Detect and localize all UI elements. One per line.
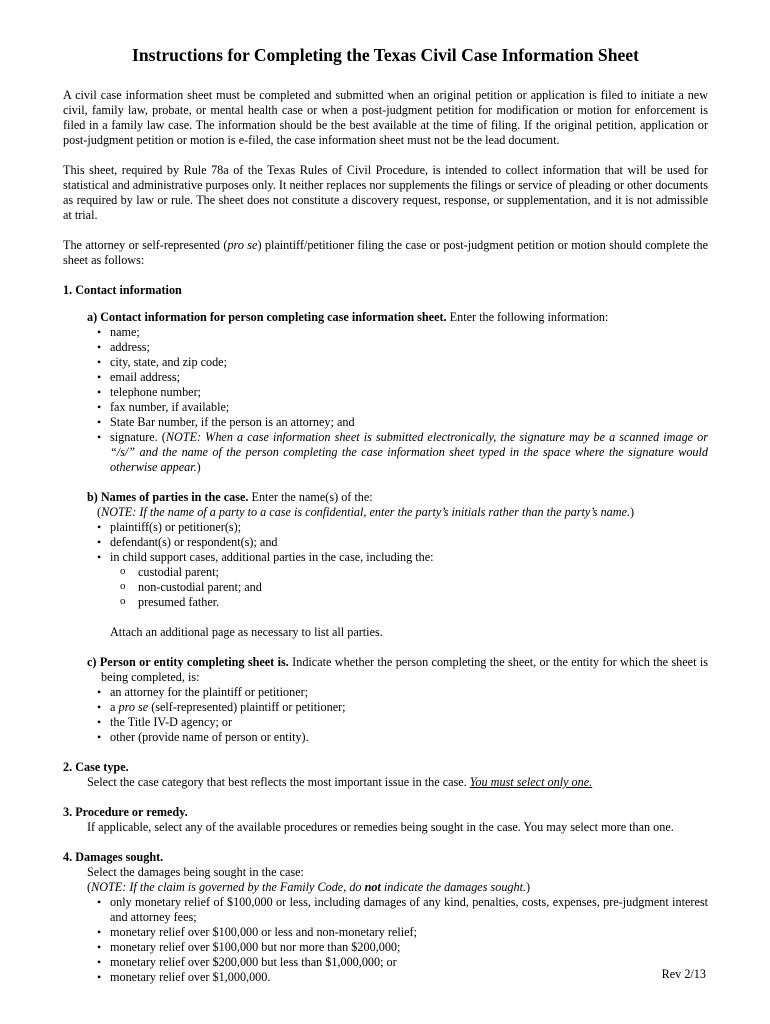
completer-list	[63, 685, 708, 745]
section-1-heading: 1. Contact information	[63, 283, 182, 297]
signature-note: NOTE: When a case information sheet is submitted electronically, the signature may be a scanned image or “/s/” and the name of the person completing the case information sheet typed in the space where the signature would otherwise appear.	[110, 430, 708, 474]
attach-page-note: Attach an additional page as necessary to list all parties.	[110, 625, 383, 639]
section-contact-information	[63, 283, 708, 745]
list-item: • name;	[110, 325, 708, 340]
subsection-b-text: Enter the name(s) of the:	[248, 490, 373, 504]
not-emphasis: not	[364, 880, 381, 894]
subsection-b-note	[87, 505, 708, 520]
revision-label: Rev 2/13	[661, 967, 706, 981]
damages-list	[63, 895, 708, 985]
section-2-text: Select the case category that best reflects the most important issue in the case.	[87, 775, 470, 789]
pro-se-term: pro se	[227, 238, 258, 252]
list-item: • an attorney for the plaintiff or petitioner;	[110, 685, 708, 700]
list-item: • only monetary relief of $100,000 or less, including damages of any kind, penalties, costs, expenses, pre-judgment interest and attorney fees;	[110, 895, 708, 925]
family-code-note: NOTE: If the claim is governed by the Family Code, do	[91, 880, 365, 894]
list-item: • defendant(s) or respondent(s); and	[110, 535, 708, 550]
list-item: • telephone number;	[110, 385, 708, 400]
section-case-type	[63, 760, 708, 790]
list-item-text: a	[110, 700, 119, 714]
pro-se-term: pro se	[118, 700, 149, 714]
subsection-c-text: Indicate whether the person completing the sheet, or the entity for which the sheet is being completed, is:	[101, 655, 708, 684]
list-item: • the Title IV-D agency; or	[110, 715, 708, 730]
party-name-note: NOTE: If the name of a party to a case is confidential, enter the party’s initials rather than the party’s name.	[101, 505, 631, 519]
subsection-a-heading: a) Contact information for person completing case information sheet.	[87, 310, 447, 324]
list-item: o custodial parent;	[138, 565, 708, 580]
list-item: • State Bar number, if the person is an attorney; and	[110, 415, 708, 430]
list-item: o presumed father.	[138, 595, 708, 610]
list-item: • monetary relief over $1,000,000.	[110, 970, 708, 985]
select-one-emphasis: You must select only one.	[469, 775, 593, 789]
subsection-b	[63, 490, 708, 520]
attorney-text-before: The attorney or self-represented (	[63, 238, 228, 252]
list-item: • other (provide name of person or entity).	[110, 730, 708, 745]
list-item: • in child support cases, additional parties in the case, including the:	[110, 550, 708, 565]
attorney-text-after: ) plaintiff/petitioner filing the case or post-judgment petition or motion should complete the sheet as follows:	[63, 238, 708, 267]
list-item: • monetary relief over $100,000 or less and non-monetary relief;	[110, 925, 708, 940]
list-item-text: (self-represented) plaintiff or petitioner;	[148, 700, 346, 714]
subsection-c-lead	[87, 655, 708, 685]
section-4-text: Select the damages being sought in the case:	[87, 865, 304, 879]
signature-lead: signature. (	[110, 430, 166, 444]
subsection-a	[63, 310, 708, 325]
section-4-note	[63, 880, 708, 895]
list-item: • monetary relief over $200,000 but less than $1,000,000; or	[110, 955, 708, 970]
list-item: • fax number, if available;	[110, 400, 708, 415]
subsection-a-text: Enter the following information:	[446, 310, 609, 324]
intro-paragraph-2: This sheet, required by Rule 78a of the Texas Rules of Civil Procedure, is intended to collect information that will be used for statistical and administrative purposes only. It neither replaces nor supplements the filings or service of pleading or other documents as required by law or rule. The sheet does not constitute a discovery request, response, or supplementation, and it is not admissible at trial.	[63, 163, 708, 222]
section-damages-sought	[63, 850, 708, 985]
list-item: • address;	[110, 340, 708, 355]
subsection-a-lead	[87, 310, 708, 325]
family-code-note-end: indicate the damages sought.	[380, 880, 527, 894]
note-open-paren: (	[97, 505, 102, 519]
section-4-heading: 4. Damages sought.	[63, 850, 164, 864]
list-item-signature	[110, 430, 708, 475]
note-close-paren: )	[526, 880, 531, 894]
note-open-paren: (	[87, 880, 92, 894]
subsection-c-heading: c) Person or entity completing sheet is.	[87, 655, 289, 669]
section-3-heading: 3. Procedure or remedy.	[63, 805, 188, 819]
section-2-heading: 2. Case type.	[63, 760, 129, 774]
subsection-b-lead	[87, 490, 708, 505]
list-item: o non-custodial parent; and	[138, 580, 708, 595]
intro-paragraph-1: A civil case information sheet must be completed and submitted when an original petition or application is filed to initiate a new civil, family law, probate, or mental health case or when a post-judgment petition for modification or motion for enforcement is filed in a family law case. The information should be the best available at the time of filing. If the original petition, application or post-judgment petition or motion is e-filed, the case information sheet must not be the lead document.	[63, 88, 708, 147]
page-title: Instructions for Completing the Texas Civil Case Information Sheet	[132, 45, 639, 65]
list-item: • email address;	[110, 370, 708, 385]
attorney-paragraph	[63, 238, 708, 268]
contact-items-list	[63, 325, 708, 475]
section-procedure-remedy	[63, 805, 708, 835]
list-item	[110, 700, 708, 715]
section-3-text: If applicable, select any of the available procedures or remedies being sought in the case. You may select more than one.	[87, 820, 674, 834]
note-close-paren: )	[630, 505, 635, 519]
signature-close: )	[196, 460, 201, 474]
list-item: • city, state, and zip code;	[110, 355, 708, 370]
subsection-b-heading: b) Names of parties in the case.	[87, 490, 249, 504]
parties-list	[63, 520, 708, 565]
subsection-c	[63, 655, 708, 685]
list-item: • monetary relief over $100,000 but nor more than $200,000;	[110, 940, 708, 955]
child-support-parties-list	[63, 565, 708, 610]
section-2-body	[63, 775, 708, 790]
list-item: • plaintiff(s) or petitioner(s);	[110, 520, 708, 535]
